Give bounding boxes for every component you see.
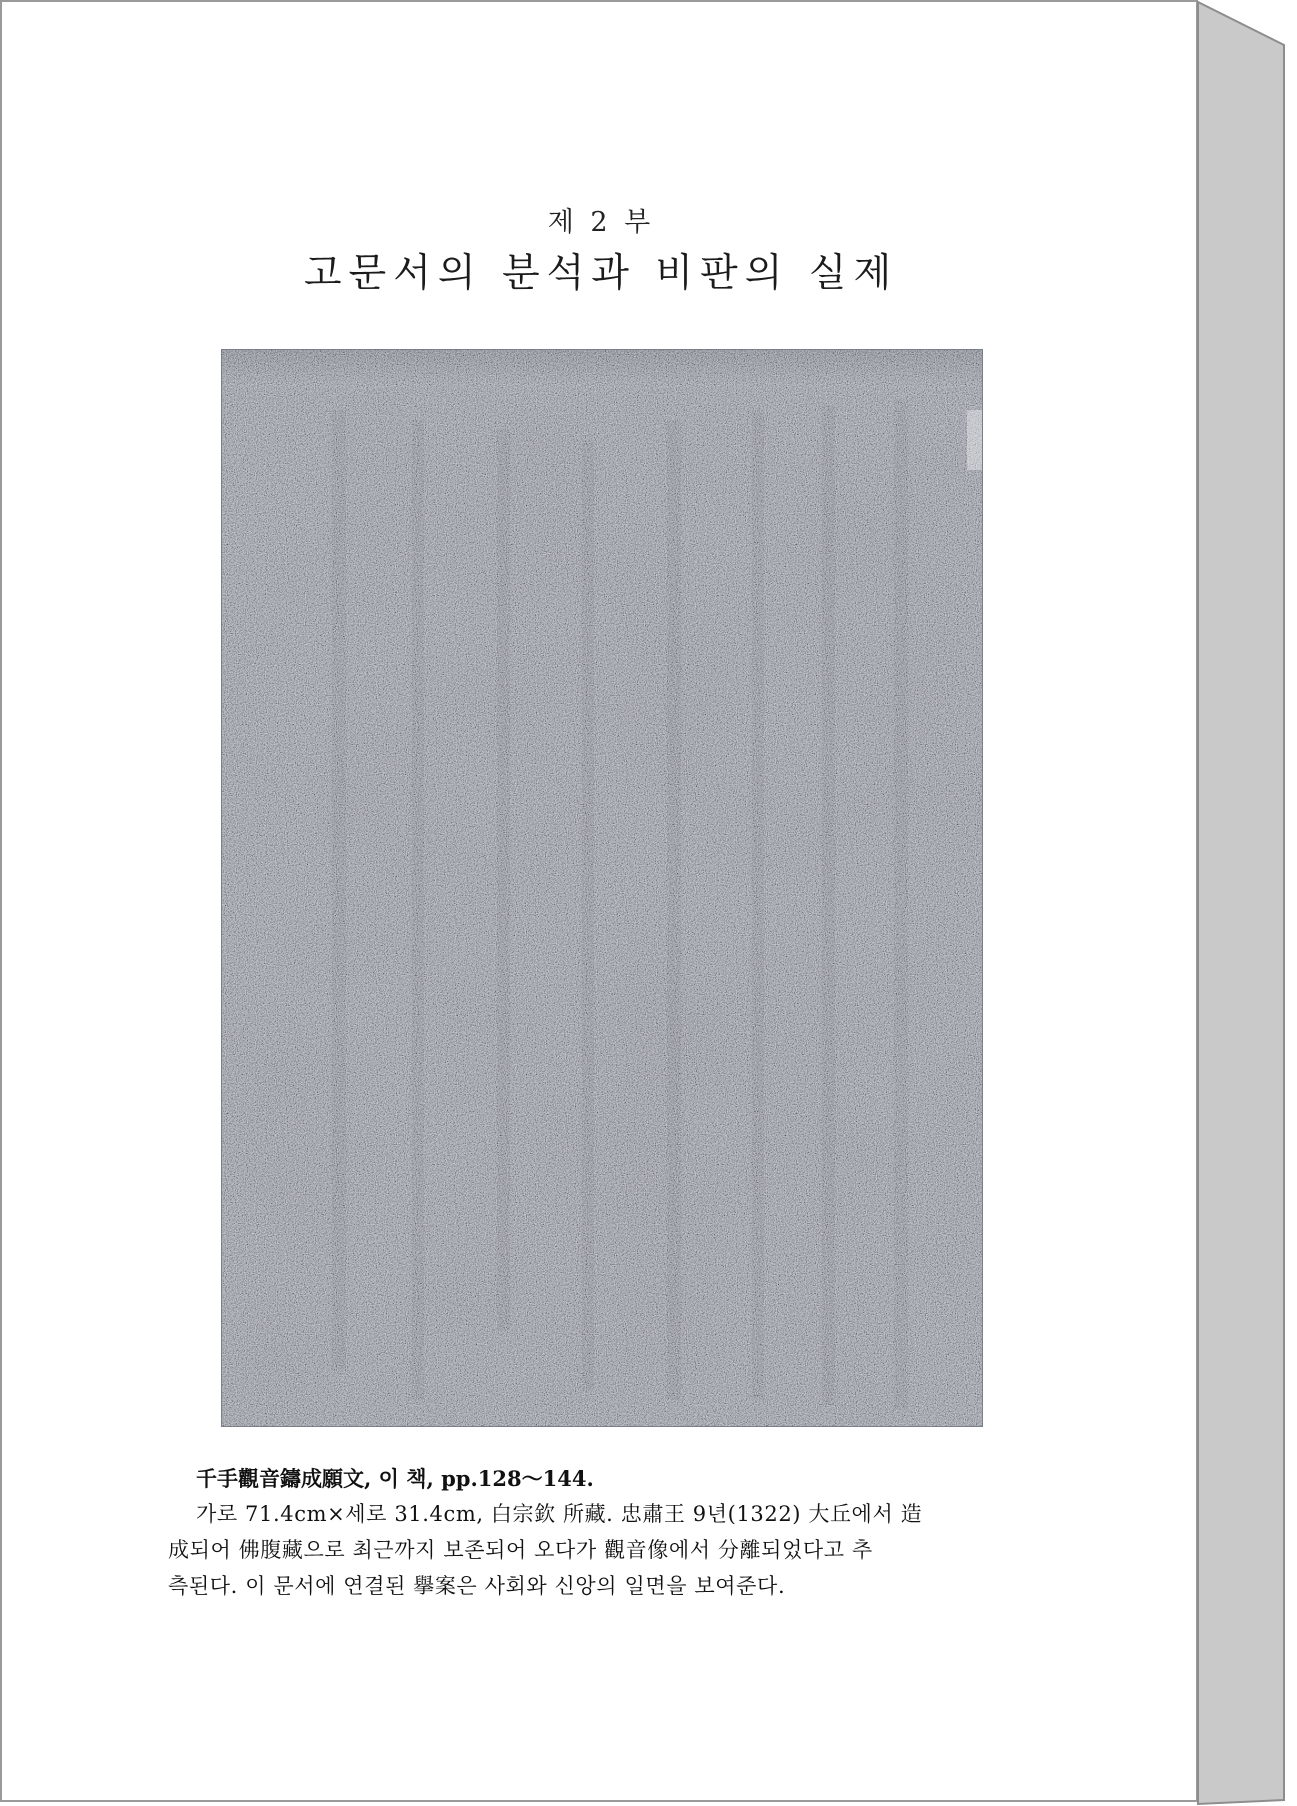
caption-title: 千手觀音鑄成願文, 이 책, pp.128～144.: [196, 1466, 594, 1491]
caption-line-3: 측된다. 이 문서에 연결된 擧案은 사회와 신앙의 일면을 보여준다.: [168, 1574, 786, 1598]
caption-line-1: 가로 71.4cm×세로 31.4cm, 白宗欽 所藏. 忠肅王 9년(1322) 大丘에서 造: [196, 1502, 923, 1526]
document-photograph-image: [222, 350, 983, 1427]
document-photograph: [221, 349, 983, 1427]
part-title: 고문서의 분석과 비판의 실제: [303, 251, 899, 296]
caption-line-2: 成되어 佛腹藏으로 최근까지 보존되어 오다가 觀音像에서 分離되었다고 추: [168, 1538, 873, 1562]
part-number: 제 2 부: [547, 207, 655, 238]
